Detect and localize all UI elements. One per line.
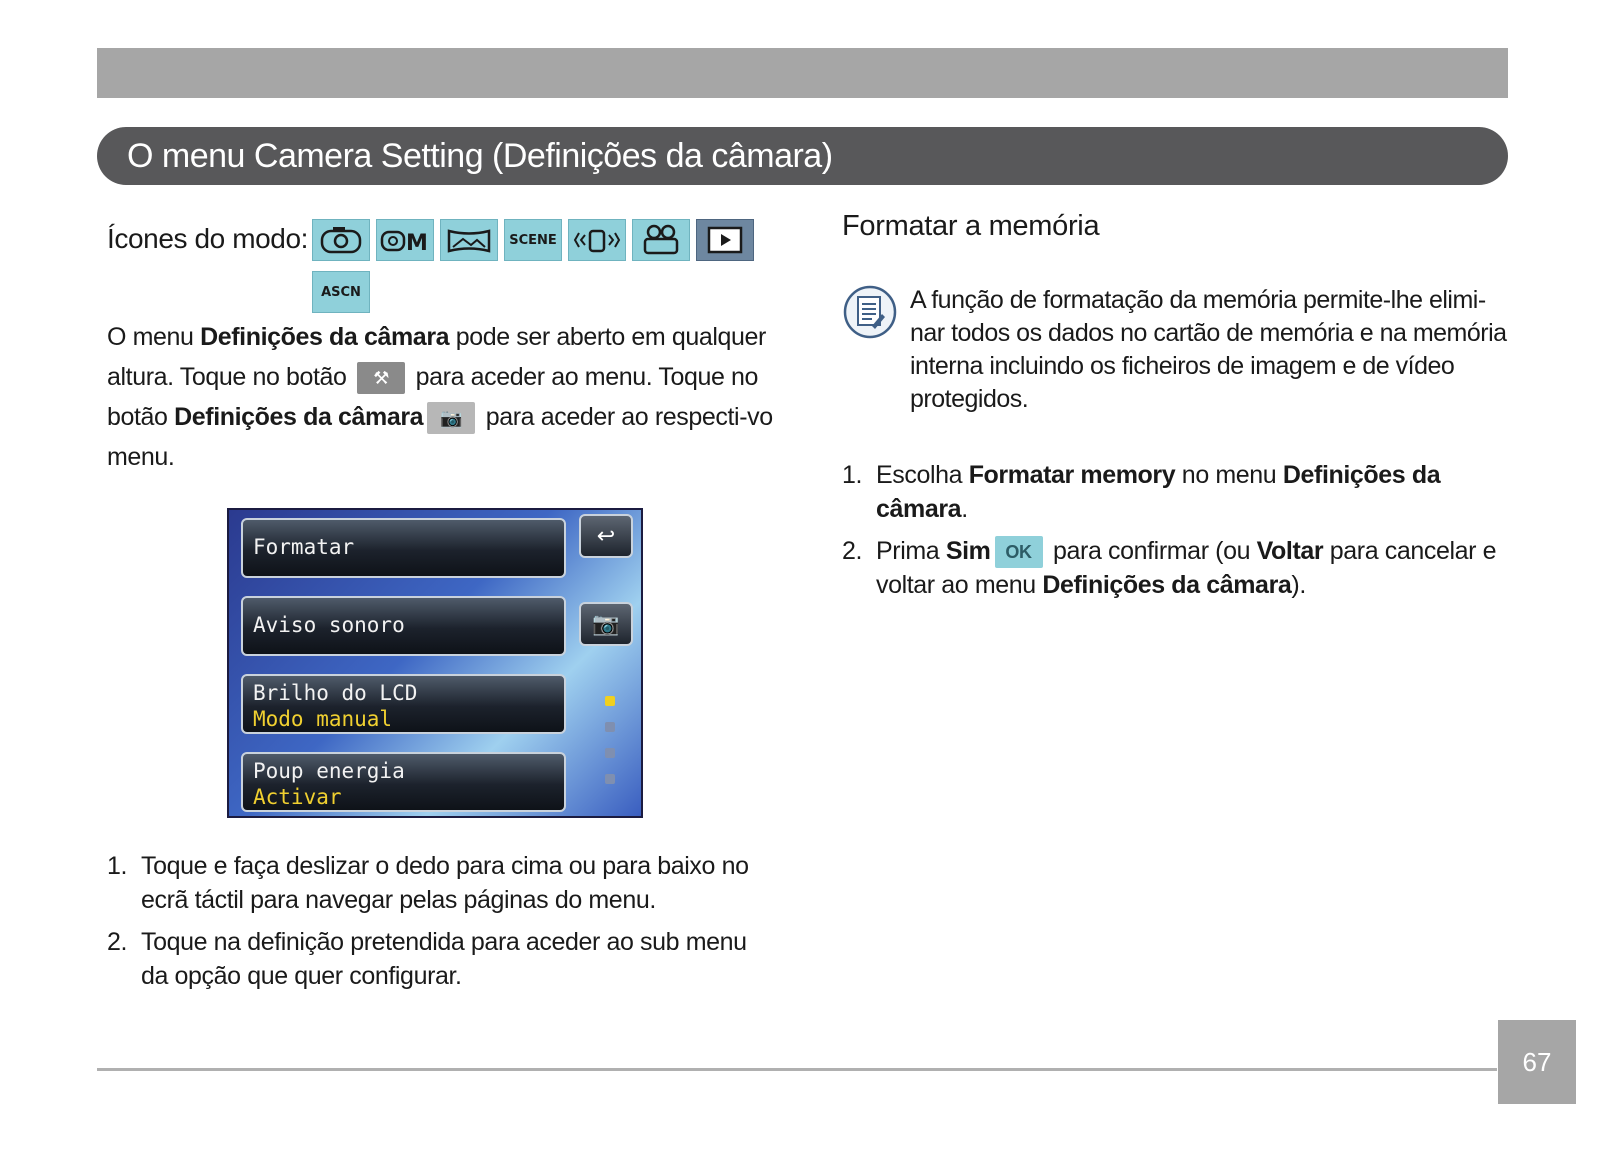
- note-icon: [842, 284, 898, 345]
- list-number: 1.: [107, 852, 128, 880]
- list-item: [107, 925, 777, 993]
- lcd-menu-item[interactable]: [241, 752, 566, 812]
- step2-bold-2: Voltar: [1256, 537, 1324, 565]
- lcd-item-label: Poup energia: [253, 759, 405, 783]
- lcd-item-value: Modo manual: [253, 707, 393, 731]
- step2-text-4: ).: [1291, 571, 1306, 600]
- camera-auto-icon: [312, 219, 370, 261]
- camera-manual-icon: [376, 219, 434, 261]
- footer-line: [97, 1068, 1497, 1071]
- list-item: [842, 458, 1512, 526]
- lcd-menu-item[interactable]: [241, 596, 566, 656]
- svg-text:M: M: [406, 231, 428, 255]
- lcd-page-dot: [605, 774, 615, 784]
- video-icon: [632, 219, 690, 261]
- page-number: 67: [1498, 1020, 1576, 1104]
- lcd-item-label: Brilho do LCD: [253, 681, 418, 705]
- list-item: [107, 849, 777, 917]
- step2-text-3: para cancelar e voltar ao menu: [876, 537, 1497, 600]
- lcd-screenshot: [227, 508, 643, 818]
- step1-text-1: Escolha: [876, 461, 969, 489]
- auto-scene-icon: [312, 271, 370, 313]
- mode-icons-row: [107, 215, 777, 315]
- step2-bold-3: Definições da câmara: [1042, 571, 1292, 600]
- lcd-page-dot: [605, 748, 615, 758]
- intro-bold-2: Definições da câmara: [174, 403, 424, 431]
- mode-label: Ícones do modo:: [107, 223, 309, 254]
- lcd-menu-item[interactable]: [241, 518, 566, 578]
- step1-bold-2: Definições da câmara: [876, 461, 1441, 523]
- lcd-page-dot: [605, 722, 615, 732]
- right-steps-list: [842, 458, 1512, 610]
- lcd-page-dot: [605, 696, 615, 706]
- section-title: O menu Camera Setting (Definições da câmara): [97, 127, 1508, 185]
- step2-bold-1: Sim: [945, 537, 991, 565]
- panorama-icon: [440, 219, 498, 261]
- lcd-back-icon[interactable]: ↩: [579, 514, 633, 558]
- auto-scene-icon-label: ASCN: [321, 284, 361, 300]
- lcd-camera-settings-icon[interactable]: 📷: [579, 602, 633, 646]
- settings-tools-icon: ⚒: [357, 362, 405, 394]
- list-text: Toque e faça deslizar o dedo para cima ou para baixo no ecrã táctil para navegar pelas páginas do menu.: [141, 852, 749, 914]
- top-bar: [97, 48, 1508, 98]
- step1-text-2: no menu: [1175, 461, 1283, 489]
- step2-text-1: Prima: [876, 537, 946, 565]
- lcd-item-label: Aviso sonoro: [253, 613, 405, 637]
- step2-text-2: para confirmar (ou: [1046, 537, 1257, 565]
- lcd-item-label: Formatar: [253, 535, 355, 559]
- step1-bold-1: Formatar memory: [968, 461, 1176, 489]
- list-text: Toque na definição pretendida para aceder ao sub menu da opção que quer configurar.: [141, 928, 747, 990]
- left-steps-list: [107, 849, 777, 1001]
- intro-paragraph: [107, 317, 777, 477]
- left-column: [107, 215, 777, 477]
- lcd-menu-item[interactable]: [241, 674, 566, 734]
- scene-icon: [504, 219, 562, 261]
- right-column: [842, 210, 1512, 600]
- camera-settings-icon: 📷: [427, 402, 475, 434]
- note-text: A função de formatação da memória permite-lhe elimi-nar todos os dados no cartão de memória e na memória interna incluindo os ficheiros de imagem e de vídeo protegidos.: [910, 286, 1507, 413]
- intro-bold-1: Definições da câmara: [200, 323, 450, 351]
- list-number: 2.: [107, 928, 128, 956]
- list-item: [842, 534, 1512, 602]
- list-number: 1.: [842, 461, 863, 489]
- step1-text-3: .: [961, 495, 968, 523]
- playback-icon: [696, 219, 754, 261]
- section-heading: Formatar a memória: [842, 210, 1100, 242]
- lcd-item-value: Activar: [253, 785, 342, 809]
- list-number: 2.: [842, 537, 863, 565]
- intro-text-4: para aceder ao respecti-vo menu.: [107, 403, 773, 471]
- intro-text-3: para aceder ao menu. Toque no botão: [107, 363, 759, 431]
- ok-icon: OK: [995, 536, 1043, 568]
- scene-icon-label: SCENE: [509, 232, 557, 248]
- intro-text-1: O menu: [107, 323, 201, 351]
- intro-text-2: pode ser aberto em qualquer altura. Toque no botão: [107, 323, 766, 391]
- stabilizer-icon: [568, 219, 626, 261]
